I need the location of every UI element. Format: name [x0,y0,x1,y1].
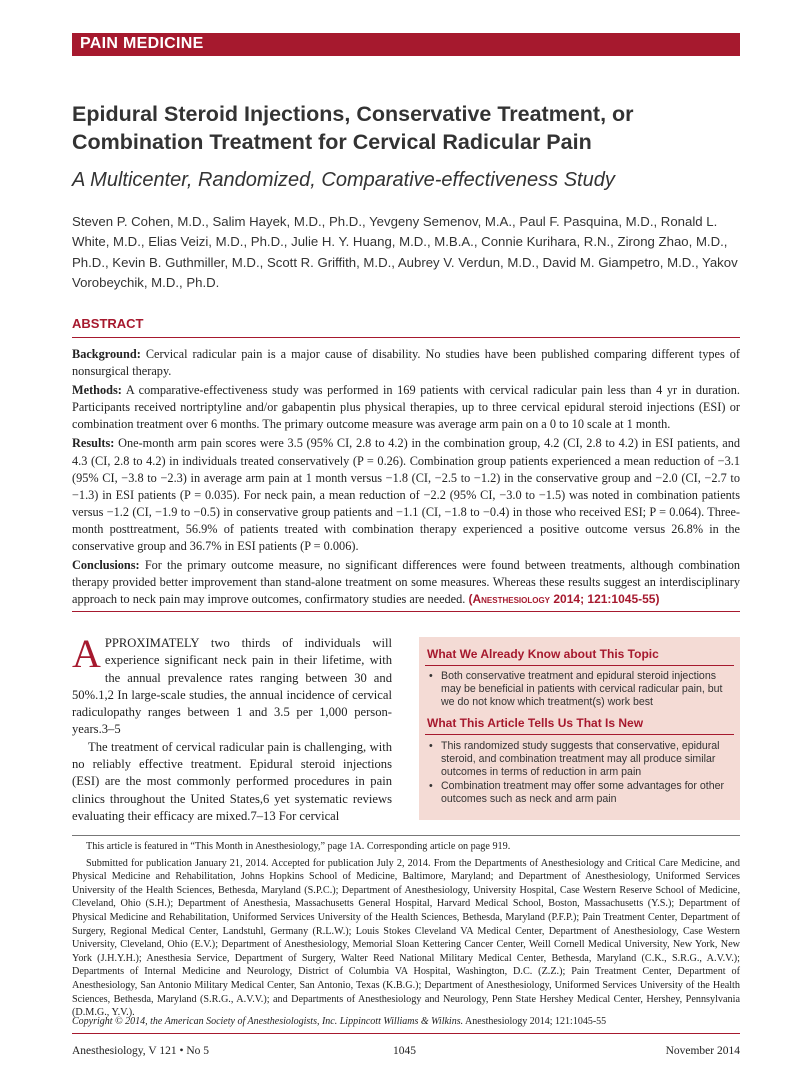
footer-rule [72,1033,740,1034]
abstract-citation: (Anesthesiology 2014; 121:1045-55) [468,592,660,607]
new-findings-heading: What This Article Tells Us That Is New [427,716,644,730]
already-know-item [427,670,733,708]
section-banner [72,33,740,56]
bullet-icon: • [429,780,433,793]
footer-date: November 2014 [665,1045,740,1057]
footer-page-number: 1045 [393,1045,416,1057]
new-findings-item-text: Combination treatment may offer some advantages for other outcomes such as neck and arm pain [441,780,725,806]
article-title: Epidural Steroid Injections, Conservative Treatment, or Combination Treatment for Cervical Radicular Pain [72,102,634,154]
abstract-top-rule [72,337,740,338]
intro-paragraph-1-text: PPROXIMATELY two thirds of individuals will experience significant neck pain in their lifetime, with the annual prevalence rates ranging between 30 and 50%.1,2 In large-scale studies, the annual incidence of cervical radiculopathy ranges between 1 and 3.5 per 1,000 person-years.3–5 [72,636,392,737]
intro-paragraph-2: The treatment of cervical radicular pain is challenging, with no reliably effective treatment. Epidural steroid injections (ESI) are the most commonly performed procedures in pain clinics throughout the United States,6 yet systematic reviews evaluating their efficacy are mixed.7–13 For cervical [72,739,392,823]
intro-text [72,631,392,825]
already-know-rule [425,665,734,666]
abstract-conclusions [72,557,740,608]
methods-text: A comparative-effectiveness study was performed in 169 patients with cervical radicular pain less than 4 yr in duration. Participants received nortriptyline and/or gabapentin plus physical therapies, up to three cervical epidural steroid injections (ESI) or combination treatment over 6 months. The primary outcome measure was average arm pain on a 0 to 10 scale at 1 month. [72,383,740,432]
bullet-icon: • [429,670,433,682]
footer-journal: Anesthesiology, V 121 • No 5 [72,1045,210,1057]
citation-ref: 2014; 121:1045-55 [553,592,656,607]
copyright-italic: Copyright © 2014, the American Society of Anesthesiologists, Inc. Lippincott Williams & Wilkins. [72,1016,464,1027]
abstract-heading: ABSTRACT [72,316,144,331]
conclusions-label: Conclusions: [72,558,140,573]
background-label: Background: [72,347,141,361]
already-know-list [427,670,733,710]
key-points-box [419,637,740,820]
footnotes [72,840,740,1023]
author-list: Steven P. Cohen, M.D., Salim Hayek, M.D., Ph.D., Yevgeny Semenov, M.A., Paul F. Pasquina, M.D., Ronald L. White, M.D., Elias Veizi, M.D., Ph.D., Julie H. Y. Huang, M.D., M.B.A., Connie Kurihara, R.N., Zirong Zhao, M.D., Ph.D., Kevin B. Guthmiller, M.D., Scott R. Griffith, M.D., Aubrey V. Verdun, M.D., David M. Giampetro, M.D., Yakov Vorobeychik, M.D., Ph.D. [72,214,738,290]
footnote-rule [72,835,740,836]
featured-note: This article is featured in “This Month in Anesthesiology,” page 1A. Corresponding article on page 919. [86,841,511,852]
already-know-item-text: Both conservative treatment and epidural steroid injections may be beneficial in patients with cervical radicular pain, but we do not know which treatment(s) work best [441,670,723,708]
new-findings-item-text: This randomized study suggests that conservative, epidural steroid, and combination treatment may all produce similar outcomes in terms of reduction in arm pain [441,740,720,778]
article-subtitle: A Multicenter, Randomized, Comparative-effectiveness Study [72,169,615,191]
drop-cap: A [72,631,101,676]
section-banner-label: PAIN MEDICINE [80,35,204,52]
citation-journal: Anesthesiology [472,592,551,607]
abstract-body [72,346,740,610]
abstract-bottom-rule [72,611,740,612]
already-know-heading: What We Already Know about This Topic [427,647,659,661]
methods-label: Methods: [72,383,122,398]
bullet-icon: • [429,740,433,752]
new-findings-rule [425,734,734,735]
conclusions-text: For the primary outcome measure, no significant differences were found between treatments, although combination therapy provided better improvement than stand-alone treatment on some measures. Whereas these results suggest an interdisciplinary approach to neck pain may improve outcomes, confirmatory studies are needed. [72,558,741,607]
results-text: One-month arm pain scores were 3.5 (95% CI, 2.8 to 4.2) in the combination group, 4.2 (CI, 2.8 to 4.2) in ESI patients, and 4.3 (CI, 2.8 to 4.2) in individuals treated conservatively (P = 0.26). Combination group patients experienced a mean reduction of −3.1 (95% CI, −3.8 to −2.3) in average arm pain at 1 month versus −1.8 (CI, −2.5 to −1.2) in the conservative group and −2.0 (CI, −2.7 to −1.3) in ESI patients (P = 0.035). For neck pain, a mean reduction of −2.2 (95% CI, −3.0 to −1.5) was noted in combination patients versus −1.2 (CI, −1.9 to −0.5) in conservative group patients and −1.1 (CI, −1.8 to −0.4) in those who received ESI; P = 0.064). Three-month posttreatment, 56.9% of patients treated with combination therapy experienced a positive outcome versus 26.8% in the conservative group and 36.7% in ESI patients (P = 0.006). [72,436,740,554]
copyright-line [72,1016,740,1027]
background-text: Cervical radicular pain is a major cause of disability. No studies have been published comparing different types of nonsurgical therapy. [72,347,741,379]
copyright-citation: Anesthesiology 2014; 121:1045-55 [463,1016,607,1027]
intro-paragraph-1 [72,631,392,739]
new-findings-item [427,780,733,806]
abstract-results [72,435,740,555]
results-label: Results: [72,436,115,451]
new-findings-list [427,740,733,808]
abstract-background [72,346,740,380]
abstract-methods [72,382,740,433]
affiliations-note: Submitted for publication January 21, 2014. Accepted for publication July 2, 2014. From the Departments of Anesthesiology and Critical Care Medicine, and Physical Medicine and Rehabilitation, Johns Hopkins School of Medicine, Baltimore, Maryland; and Department of Anesthesiology, Uniformed Services University of the Health Sciences, Bethesda, Maryland (S.P.C.); Department of Anesthesiology, University Hospital, Case Western Reserve School of Medicine, Cleveland, Ohio (S.H.); Department of Anesthesia, Massachusetts General Hospital, Harvard Medical School, Boston, Massachusetts (Y.S.); Department of Physical Medicine and Rehabilitation, Uniformed Services University of the Health Sciences, Bethesda, Maryland (P.F.P.); Pain Treatment Center, Department of Surgery, Regional Medical Center, Landstuhl, Germany (R.L.W.); Louis Stokes Cleveland VA Medical Center, Department of Anesthesiology, Case Western University, Cleveland, Ohio (E.V.); Department of Anesthesiology, Memorial Sloan Kettering Cancer Center, Weill Cornell Medical University, New York, New York (J.H.Y.H.); Anesthesia Service, Department of Surgery, Walter Reed National Military Medical Center, Bethesda, Maryland (C.K., S.R.G., A.V.V.); Departments of Internal Medicine and Neurology, District of Columbia VA Hospital, Washington, D.C. (Z.Z.); Pain Treatment Center, Department of Anesthesiology, San Antonio Military Medical Center, San Antonio, Texas (K.B.G.); Department of Anesthesiology, Uniformed Services University of the Health Sciences, Bethesda, Maryland (S.R.G., A.V.V.); and Departments of Anesthesiology and Neurology, Penn State Hershey Medical Center, Hershey, Pennsylvania (D.M.G., Y.V.). [72,857,740,1019]
new-findings-item [427,740,733,778]
